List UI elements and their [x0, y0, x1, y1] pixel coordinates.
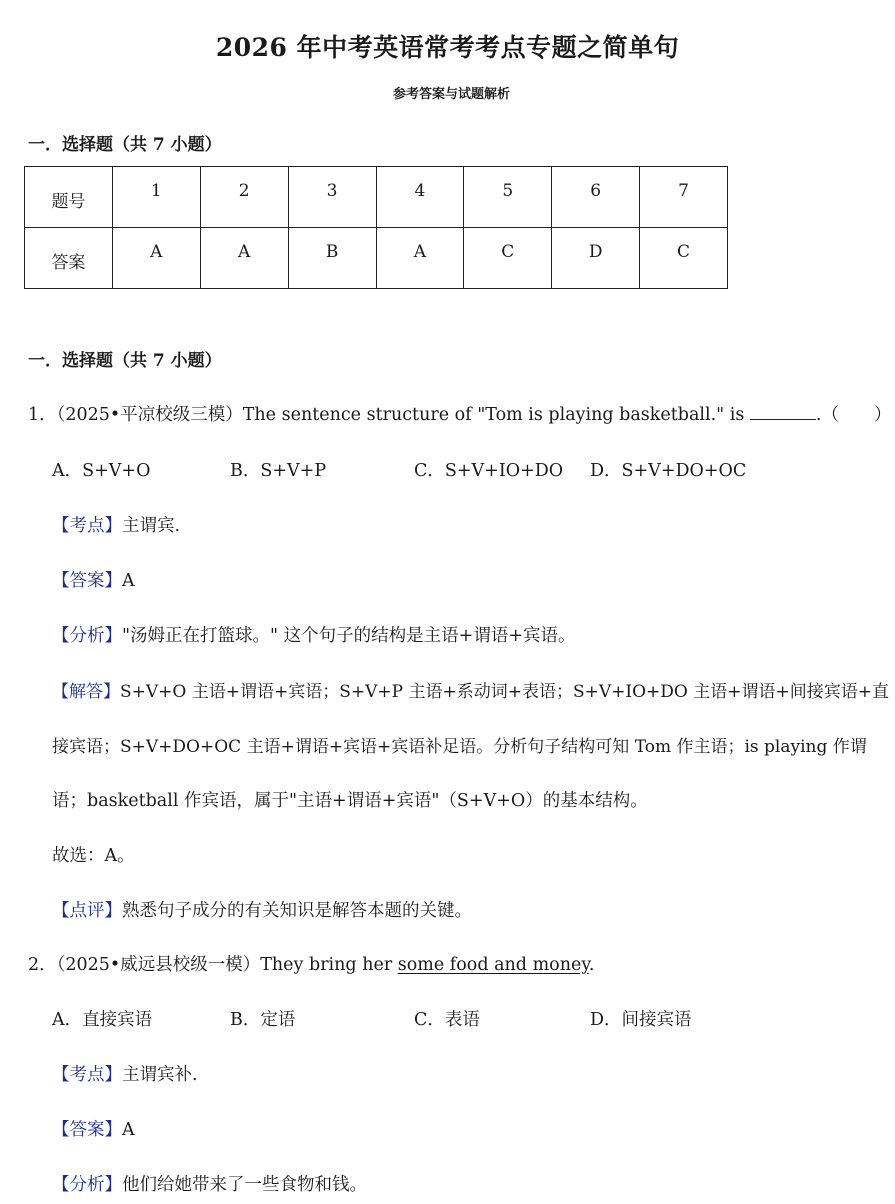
question-2-kaodian: 【考点】主谓宾补. — [52, 1065, 198, 1085]
table-cell: 1 — [112, 167, 200, 228]
answer-table — [24, 166, 728, 289]
question-1-comment: 【点评】熟悉句子成分的有关知识是解答本题的关键。 — [52, 901, 472, 921]
question-2-option-b: B．定语 — [230, 1010, 296, 1030]
table-cell: C — [464, 228, 552, 289]
question-1-option-d: D．S+V+DO+OC — [590, 461, 747, 481]
table-cell: 3 — [288, 167, 376, 228]
table-cell: 5 — [464, 167, 552, 228]
question-1-solution: 【解答】S+V+O 主语+谓语+宾语；S+V+P 主语+系动词+表语；S+V+IO+DO 主语+谓语+间接宾语+直 — [52, 682, 889, 702]
question-2-option-a: A．直接宾语 — [52, 1010, 153, 1030]
question-2-stem: 2．（2025•威远县校级一模）They bring her some food and money. — [28, 955, 595, 975]
question-1-stem: 1．（2025•平凉校级三模）The sentence structure of "Tom is playing basketball." is .（ ） — [28, 405, 892, 425]
table-cell: 4 — [376, 167, 464, 228]
answer-blank — [750, 405, 816, 420]
question-1-solution-line-3: 语；basketball 作宾语，属于"主语+谓语+宾语"（S+V+O）的基本结构。 — [52, 791, 648, 811]
question-1-choice: 故选：A。 — [52, 846, 135, 866]
underlined-phrase: some food and money — [397, 955, 589, 975]
question-2-analysis: 【分析】他们给她带来了一些食物和钱。 — [52, 1175, 367, 1195]
question-1-solution-line-2: 接宾语；S+V+DO+OC 主语+谓语+宾语+宾语补足语。分析句子结构可知 Tom 作主语；is playing 作谓 — [52, 737, 867, 757]
table-cell: A — [112, 228, 200, 289]
table-cell: 7 — [640, 167, 728, 228]
section-heading-answers: 一．选择题（共 7 小题） — [28, 135, 222, 155]
question-1-kaodian: 【考点】主谓宾. — [52, 516, 181, 536]
question-2-answer: 【答案】A — [52, 1120, 135, 1140]
table-row-answers — [25, 228, 728, 289]
table-cell: C — [640, 228, 728, 289]
table-cell: B — [288, 228, 376, 289]
question-1-option-b: B．S+V+P — [230, 461, 327, 481]
table-cell: A — [200, 228, 288, 289]
document-title: 2026 年中考英语常考考点专题之简单句 — [215, 33, 680, 62]
question-2-option-c: C．表语 — [414, 1010, 480, 1030]
question-1-option-c: C．S+V+IO+DO — [414, 461, 564, 481]
table-cell: 2 — [200, 167, 288, 228]
table-cell: 6 — [552, 167, 640, 228]
question-1-option-a: A．S+V+O — [52, 461, 151, 481]
question-1-answer: 【答案】A — [52, 571, 135, 591]
section-heading-questions: 一．选择题（共 7 小题） — [28, 351, 222, 371]
table-row-numbers — [25, 167, 728, 228]
table-cell: D — [552, 228, 640, 289]
table-cell-label: 题号 — [25, 167, 113, 228]
table-cell-label: 答案 — [25, 228, 113, 289]
question-2-option-d: D．间接宾语 — [590, 1010, 692, 1030]
question-1-analysis: 【分析】"汤姆正在打篮球。" 这个句子的结构是主语+谓语+宾语。 — [52, 626, 576, 646]
table-cell: A — [376, 228, 464, 289]
document-subtitle: 参考答案与试题解析 — [392, 87, 510, 102]
